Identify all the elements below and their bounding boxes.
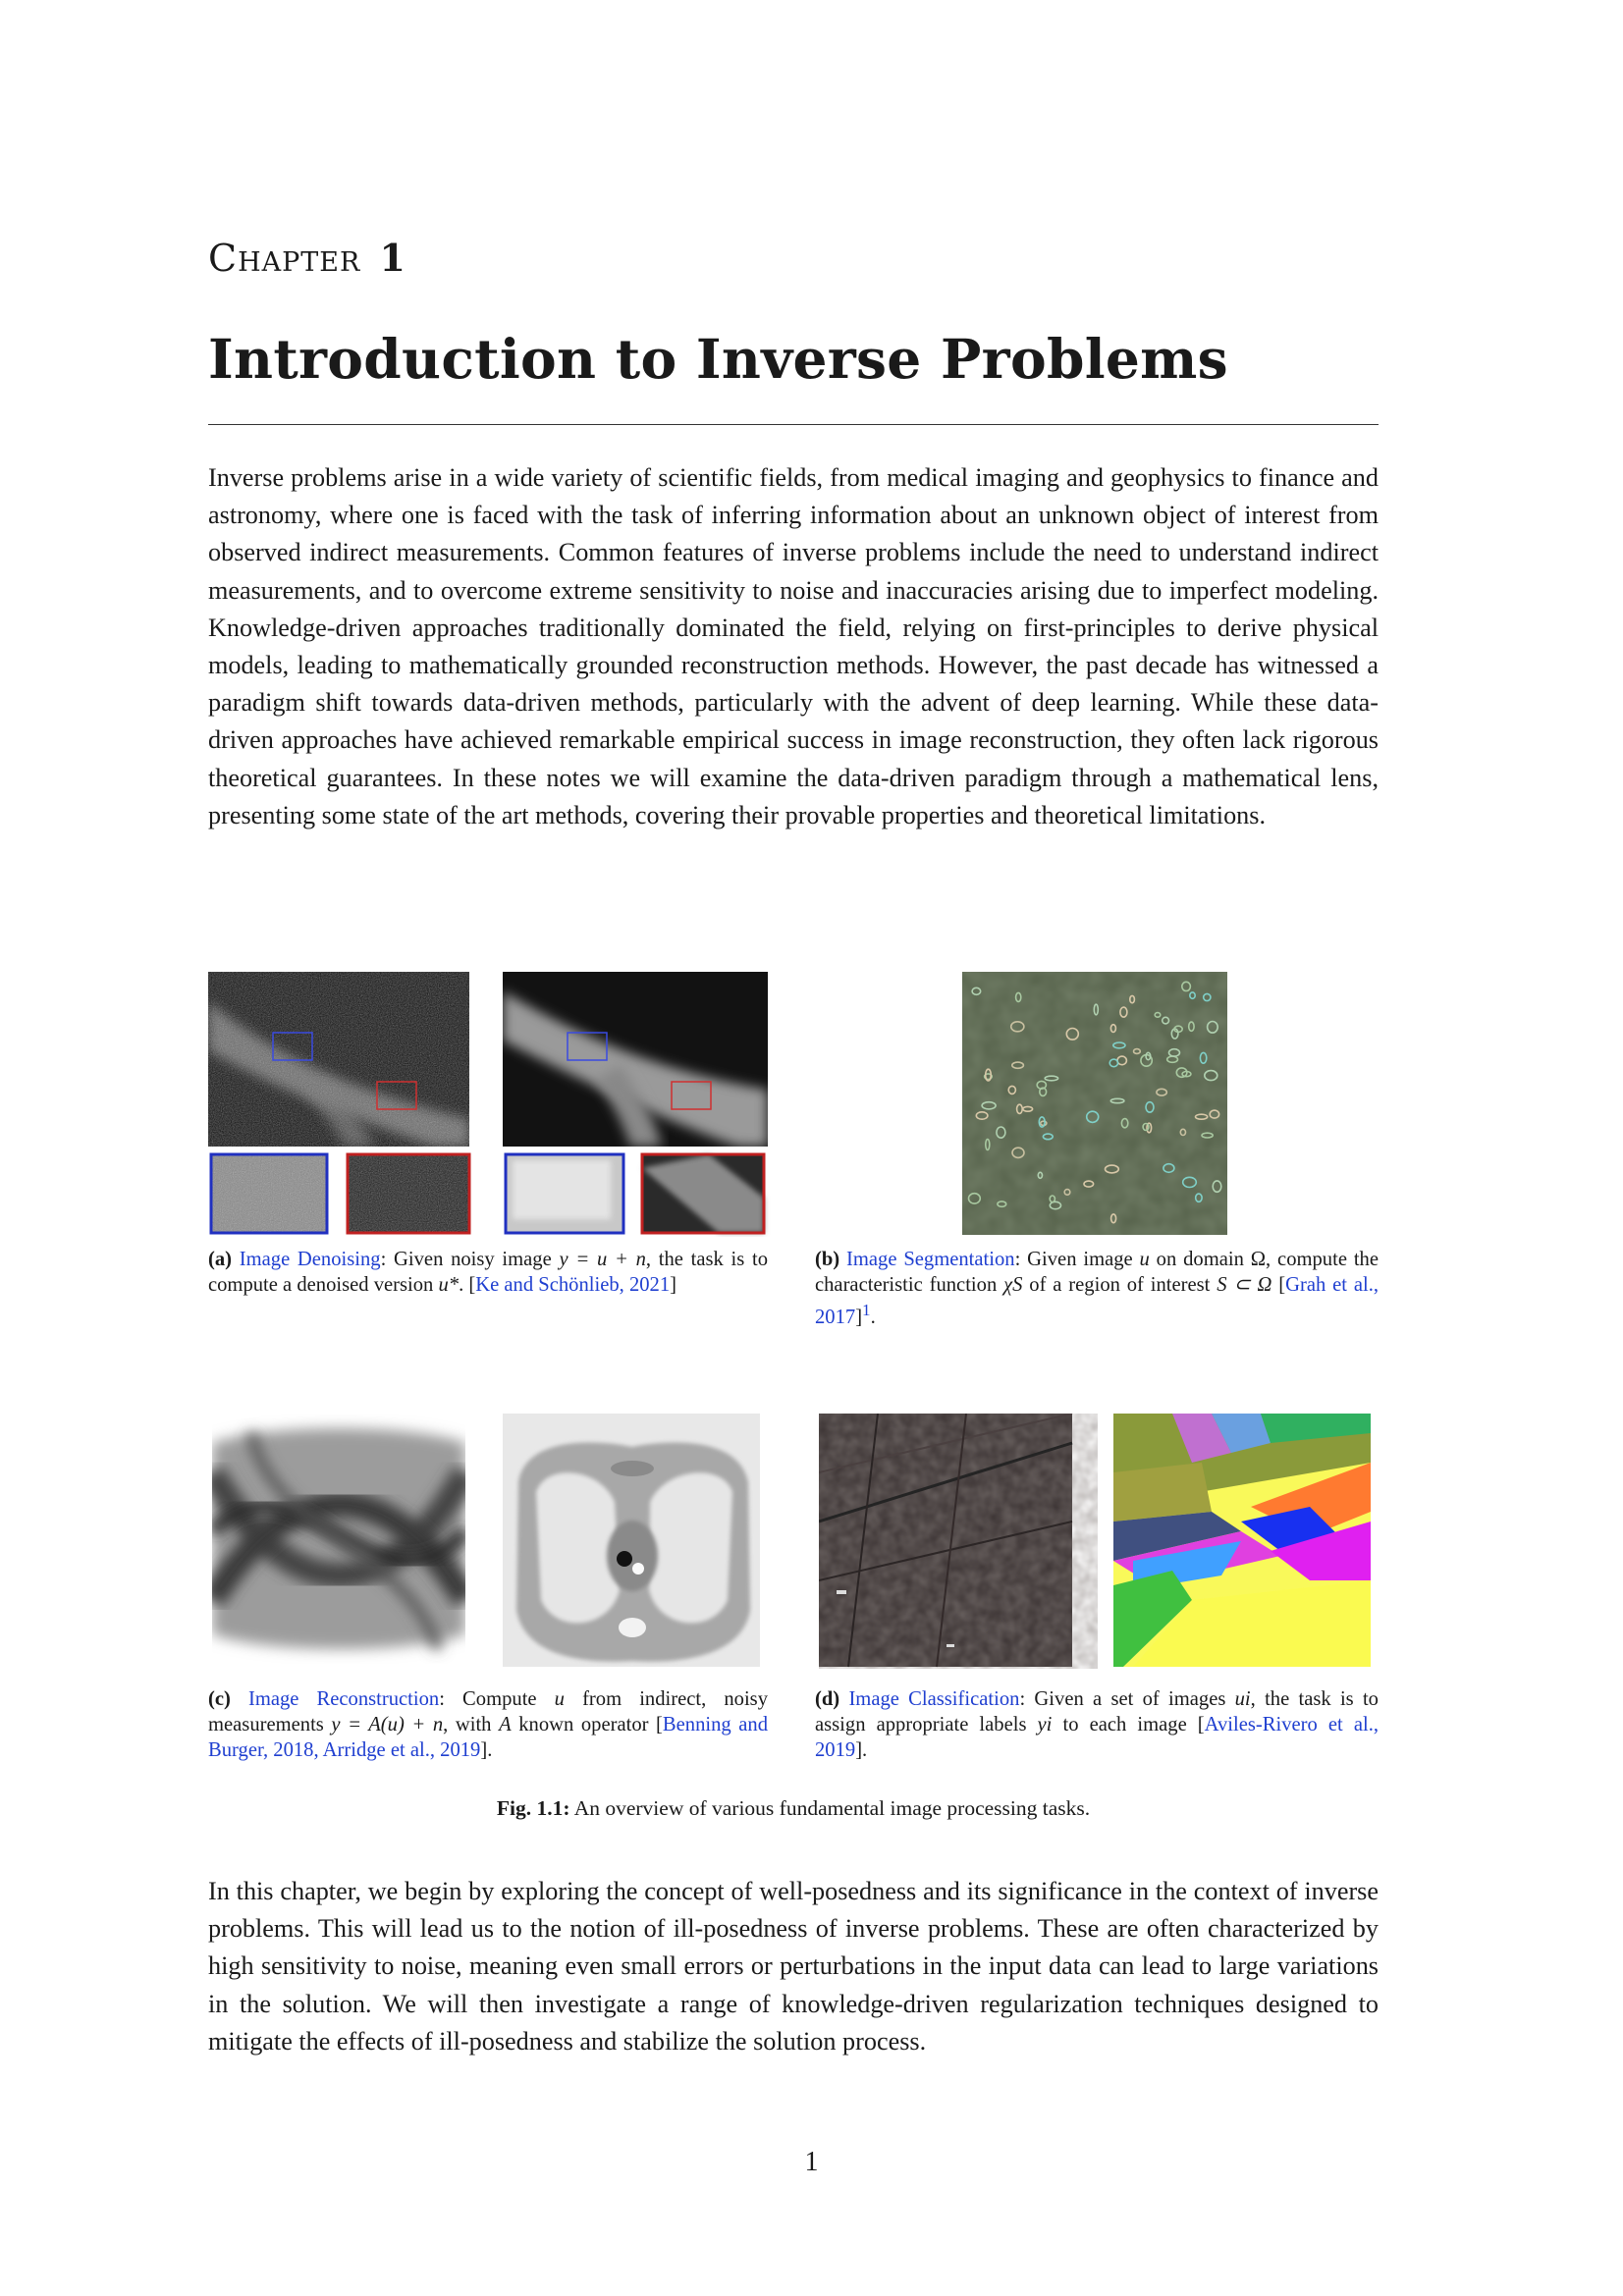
figure-caption-label: Fig. 1.1: (496, 1796, 570, 1820)
panel-d-images (819, 1414, 1379, 1669)
caption-c-text-5: ]. (480, 1739, 493, 1761)
caption-c-math-3: A (499, 1714, 512, 1735)
caption-a-text-1: : Given noisy image (380, 1249, 560, 1270)
title-rule (208, 424, 1379, 425)
caption-b-math-2: χS (1003, 1274, 1023, 1296)
caption-d-text-1: : Given a set of images (1019, 1688, 1235, 1710)
caption-c-tag: (c) (208, 1688, 231, 1710)
caption-d-link[interactable]: Image Classification (848, 1688, 1020, 1710)
ct-image (503, 1414, 760, 1667)
caption-b-math-3: S ⊂ Ω (1217, 1274, 1272, 1296)
caption-c-math-1: u (554, 1688, 565, 1710)
chapter-word: Chapter (208, 237, 361, 280)
noisy-inset-red (348, 1154, 469, 1233)
caption-a-cite[interactable]: Ke and Schönlieb, 2021 (475, 1274, 671, 1296)
noisy-image (208, 972, 469, 1147)
caption-a-math-2: u* (438, 1274, 460, 1296)
classification-map (1113, 1414, 1371, 1667)
caption-c-text-3: , with (443, 1714, 500, 1735)
caption-b-text-3: of a region of interest (1022, 1274, 1217, 1296)
page-number: 1 (804, 2147, 819, 2177)
caption-b-text-5: ] (855, 1306, 863, 1328)
caption-d-text-2: , the task is to assign appropriate labels (815, 1688, 1379, 1735)
caption-d-cite[interactable]: Aviles-Rivero et al., 2019 (815, 1714, 1380, 1761)
caption-b-math-1: u (1139, 1249, 1150, 1270)
caption-d (815, 1686, 1379, 1763)
clean-inset-blue (506, 1154, 623, 1233)
noisy-inset-blue (211, 1154, 327, 1233)
caption-d-math-1: ui (1234, 1688, 1251, 1710)
caption-c (208, 1686, 768, 1763)
caption-a-text-4: ] (670, 1274, 676, 1296)
caption-b-cite[interactable]: Grah et al., 2017 (815, 1274, 1379, 1328)
caption-b-text-4: [ (1271, 1274, 1286, 1296)
panel-b-image (962, 972, 1227, 1235)
chapter-title: Introduction to Inverse Problems (208, 327, 1228, 391)
panel-c-images (212, 1414, 762, 1669)
caption-d-text-4: ]. (855, 1739, 868, 1761)
caption-c-text-1: : Compute (439, 1688, 555, 1710)
caption-d-text-3: to each image [ (1052, 1714, 1205, 1735)
second-paragraph: In this chapter, we begin by exploring the concept of well-posedness and its significance in the context of inverse problems. This will lead us to the notion of ill-posedness of inverse problems. These are often characterized by high sensitivity to noise, meaning even small errors or perturbations in the input data can lead to large variations in the solution. We will then investigate a range of knowledge-driven regularization techniques designed to mitigate the effects of ill-posedness and stabilize the solution process. (208, 1877, 1379, 2056)
panel-a-images (208, 972, 778, 1237)
intro-paragraph: Inverse problems arise in a wide variety of scientific fields, from medical imaging and geophysics to finance and astronomy, where one is faced with the task of inferring information about an unknown object of interest from observed indirect measurements. Common features of inverse problems include the need to understand indirect measurements, and to overcome extreme sensitivity to noise and inaccuracies arising due to imperfect modeling. Knowledge-driven approaches traditionally dominated the field, relying on first-principles to derive physical models, leading to mathematically grounded reconstruction methods. However, the past decade has witnessed a paradigm shift towards data-driven methods, particularly with the advent of deep learning. While these data-driven approaches have achieved remarkable empirical success in image reconstruction, they often lack rigorous theoretical guarantees. In these notes we will examine the data-driven paradigm through a mathematical lens, presenting some state of the art methods, covering their provable properties and theoretical limitations. (208, 463, 1379, 829)
caption-c-cite[interactable]: Benning and Burger, 2018, Arridge et al., 2019 (208, 1714, 769, 1761)
caption-a-text-3: . [ (459, 1274, 476, 1296)
caption-b-tag: (b) (815, 1249, 840, 1270)
clean-inset-red (642, 1154, 764, 1233)
caption-b-text-2: on domain Ω, compute the characteristic function (815, 1249, 1379, 1296)
caption-b-link[interactable]: Image Segmentation (846, 1249, 1015, 1270)
caption-a-tag: (a) (208, 1249, 233, 1270)
denoised-image (503, 972, 768, 1147)
caption-c-math-2: y = A(u) + n (331, 1714, 444, 1735)
caption-b-footnote[interactable]: 1 (862, 1301, 871, 1319)
figure-caption-text: An overview of various fundamental image processing tasks. (569, 1796, 1091, 1820)
caption-b-text-6: . (870, 1306, 876, 1328)
chapter-number: 1 (379, 236, 406, 280)
chapter-label (208, 236, 406, 280)
caption-d-math-2: yi (1037, 1714, 1053, 1735)
caption-c-link[interactable]: Image Reconstruction (247, 1688, 440, 1710)
caption-b (815, 1247, 1379, 1330)
caption-c-text-2: from indirect, noisy measurements (208, 1688, 768, 1735)
figure-caption (208, 1796, 1379, 1821)
caption-d-tag: (d) (815, 1688, 840, 1710)
caption-a-text-2: , the task is to compute a denoised version (208, 1249, 769, 1296)
caption-a-math-1: y = u + n (559, 1249, 646, 1270)
caption-c-text-4: known operator [ (511, 1714, 663, 1735)
sinogram-image (212, 1414, 465, 1664)
caption-a-link[interactable]: Image Denoising (239, 1249, 381, 1270)
aerial-image (819, 1414, 1072, 1667)
caption-b-text-1: : Given image (1014, 1249, 1140, 1270)
caption-a (208, 1247, 768, 1298)
